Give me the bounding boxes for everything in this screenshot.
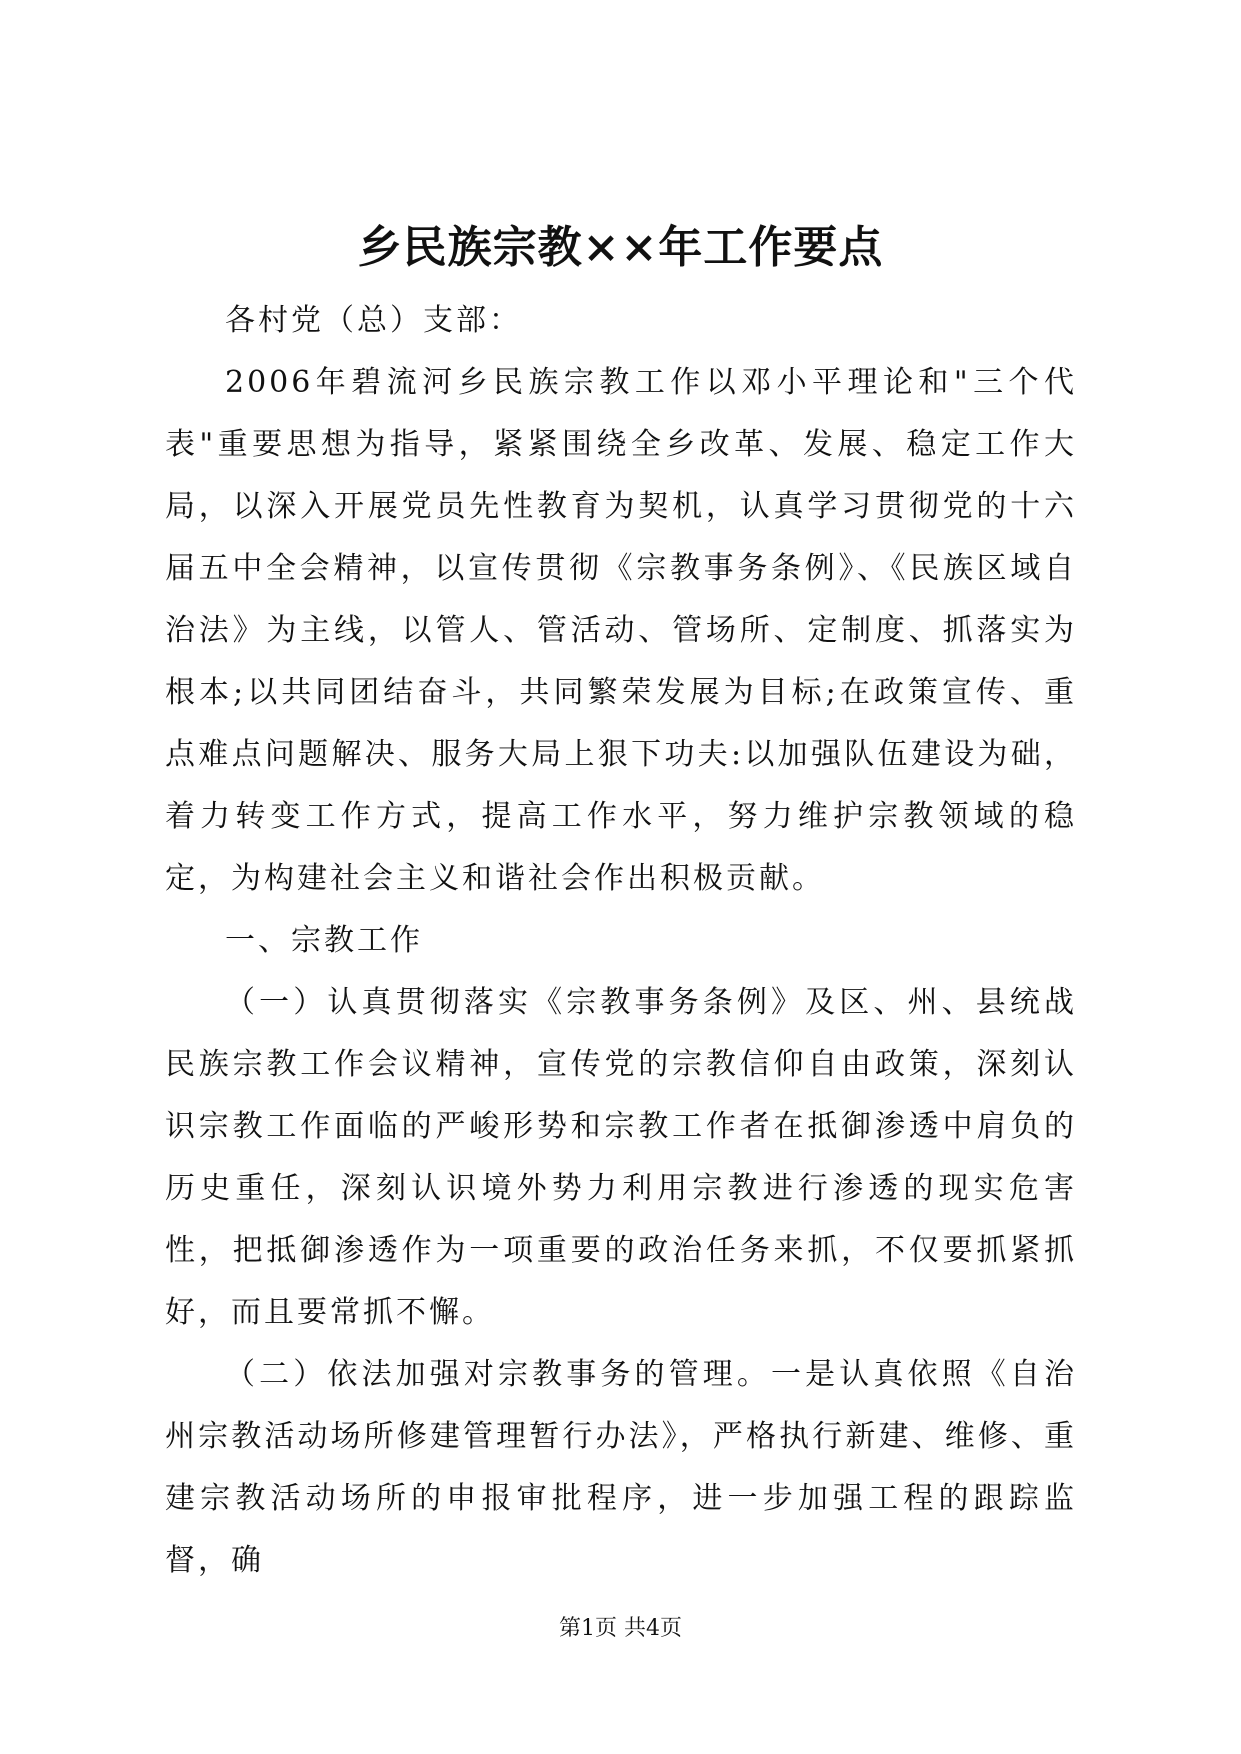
item-1-paragraph: （一）认真贯彻落实《宗教事务条例》及区、州、县统战民族宗教工作会议精神，宣传党的宗教信仰自由政策，深刻认识宗教工作面临的严峻形势和宗教工作者在抵御渗透中肩负的历史重任，深刻认识境外势力利用宗教进行渗透的现实危害性，把抵御渗透作为一项重要的政治任务来抓，不仅要抓紧抓好，而且要常抓不懈。 [165,985,1077,1330]
intro-paragraph: 2006年碧流河乡民族宗教工作以邓小平理论和"三个代表"重要思想为指导，紧紧围绕全乡改革、发展、稳定工作大局，以深入开展党员先性教育为契机，认真学习贯彻党的十六届五中全会精神，以宣传贯彻《宗教事务条例》、《民族区域自治法》为主线，以管人、管活动、管场所、定制度、抓落实为根本;以共同团结奋斗，共同繁荣发展为目标;在政策宣传、重点难点问题解决、服务大局上狠下功夫:以加强队伍建设为础，着力转变工作方式，提高工作水平，努力维护宗教领域的稳定，为构建社会主义和谐社会作出积极贡献。 [165,365,1077,896]
document-title: 乡民族宗教××年工作要点 [357,222,884,273]
section-heading-religion: 一、宗教工作 [225,923,423,958]
page-number-footer: 第1页 共4页 [559,1616,682,1641]
document-body [165,290,1077,1592]
item-2-paragraph: （二）依法加强对宗教事务的管理。一是认真依照《自治州宗教活动场所修建管理暂行办法》，严格执行新建、维修、重建宗教活动场所的申报审批程序，进一步加强工程的跟踪监督，确 [165,1357,1077,1578]
salutation-paragraph: 各村党（总）支部： [225,303,522,338]
